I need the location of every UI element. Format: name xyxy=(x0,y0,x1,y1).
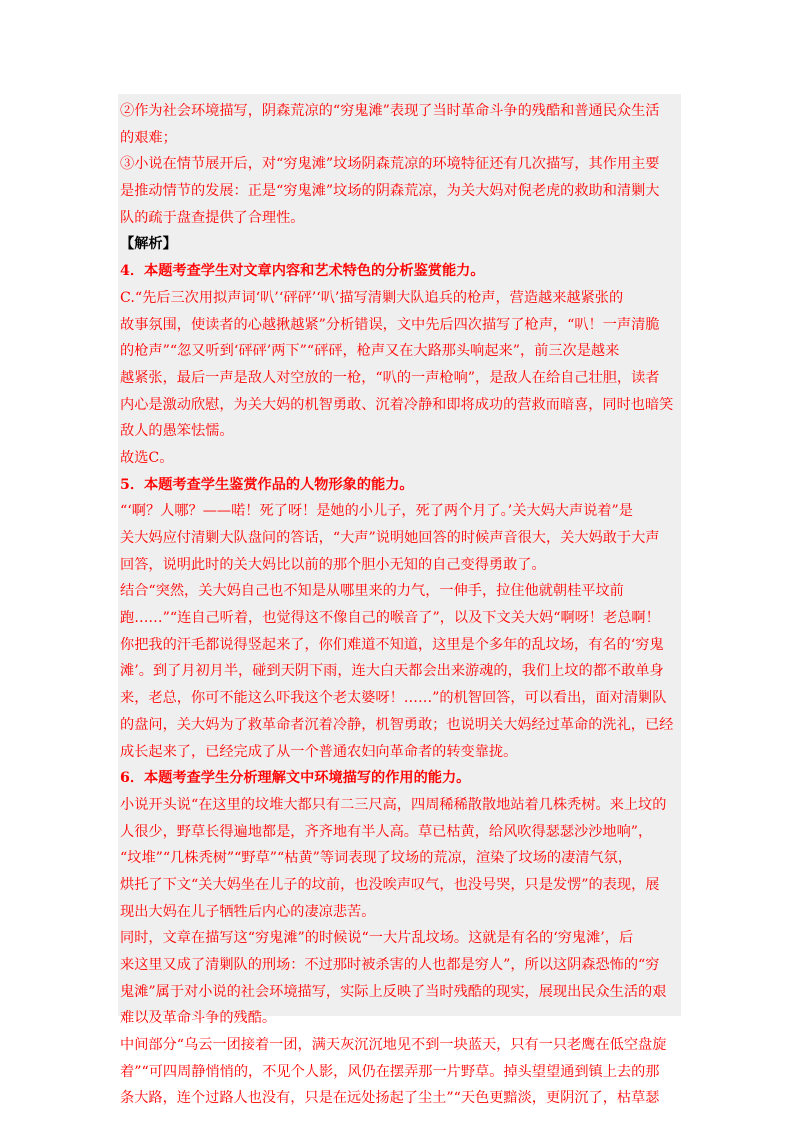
text-line: 的盘问，关大妈为了救革命者沉着冷静，机智勇敢；也说明关大妈经过革命的洗礼，已经 xyxy=(120,716,674,733)
answer-text-block xyxy=(118,94,681,1112)
text-line: 6．本题考查学生分析理解文中环境描写的作用的能力。 xyxy=(120,770,471,787)
text-line: 内心是激动欣慰，为关大妈的机智勇敢、沉着冷静和即将成功的营救而暗喜，同时也暗笑 xyxy=(120,396,674,413)
text-line: 回答，说明此时的关大妈比以前的那个胆小无知的自己变得勇敢了。 xyxy=(120,556,546,573)
text-line: 小说开头说“在这里的坟堆大都只有二三尺高，四周稀稀散散地站着几株秃树。来上坟的 xyxy=(120,796,667,813)
text-line: 烘托了下文“关大妈坐在儿子的坟前，也没唉声叹气，也没号哭，只是发愣”的表现，展 xyxy=(120,876,660,893)
text-line: 故事氛围，使读者的心越揪越紧”分析错误，文中先后四次描写了枪声，“叭！一声清脆 xyxy=(120,316,660,333)
text-line: 4．本题考查学生对文章内容和艺术特色的分析鉴赏能力。 xyxy=(120,263,485,280)
text-line: 难以及革命斗争的残酷。 xyxy=(120,1010,277,1027)
text-line: 跑……”“连自己听着，也觉得这不像自己的喉音了”，以及下文关大妈“啊呀！老总啊！ xyxy=(120,610,660,627)
text-line: 结合“突然，关大妈自己也不知是从哪里来的力气，一伸手，拉住他就朝桂平坟前 xyxy=(120,583,624,600)
text-line: “‘啊？人哪？——喏！死了呀！是她的小儿子，死了两个月了。’关大妈大声说着”是 xyxy=(120,503,633,520)
text-line: 的艰难； xyxy=(120,129,177,146)
text-line: 人很少，野草长得遍地都是，齐齐地有半人高。草已枯黄，给风吹得瑟瑟沙沙地响”， xyxy=(120,823,653,840)
text-line: 滩’。到了月初月半，碰到天阴下雨，连大白天都会出来游魂的，我们上坟的都不敢单身 xyxy=(120,663,664,680)
text-line: ③小说在情节展开后，对“穷鬼滩”坟场阴森荒凉的环境特征还有几次描写，其作用主要 xyxy=(120,156,660,173)
text-line: 来，老总，你可不能这么吓我这个老太婆呀！……”的机智回答，可以看出，面对清剿队 xyxy=(120,690,667,707)
text-line: 的枪声”“忽又听到‘砰砰’两下”“砰砰，枪声又在大路那头响起来”，前三次是越来 xyxy=(120,343,620,360)
text-line: C.“先后三次用拟声词‘叭’‘砰砰’‘叭’描写清剿大队追兵的枪声，营造越来越紧张的 xyxy=(120,289,624,306)
text-line: 条大路，连个过路人也没有，只是在远处扬起了尘土”“天色更黯淡，更阴沉了，枯草瑟 xyxy=(120,1090,660,1107)
text-line: 5．本题考查学生鉴赏作品的人物形象的能力。 xyxy=(120,476,414,493)
text-line: 越紧张，最后一声是敌人对空放的一枪，“叭的一声枪响”，是敌人在给自己壮胆，读者 xyxy=(120,369,660,386)
text-line: “坟堆”“几株秃树”“野草”“枯黄”等词表现了坟场的荒凉，渲染了坟场的凄清气氛， xyxy=(120,850,633,867)
document-page xyxy=(118,94,681,1107)
text-line: 【解析】 xyxy=(120,236,177,253)
text-line: 故选C。 xyxy=(120,449,174,466)
text-line: 你把我的汗毛都说得竖起来了，你们难道不知道，这里是个多年的乱坟场，有名的‘穷鬼 xyxy=(120,636,664,653)
text-line: 同时，文章在描写这“穷鬼滩”的时候说“一大片乱坟场。这就是有名的‘穷鬼滩’，后 xyxy=(120,930,634,947)
text-line: ②作为社会环境描写，阴森荒凉的“穷鬼滩”表现了当时革命斗争的残酷和普通民众生活 xyxy=(120,103,660,119)
text-line: 队的疏于盘查提供了合理性。 xyxy=(120,209,305,226)
text-line: 着”“可四周静悄悄的，不见个人影，风仍在摆弄那一片野草。掉头望望通到镇上去的那 xyxy=(120,1063,660,1080)
text-line: 成长起来了，已经完成了从一个普通农妇向革命者的转变靠拢。 xyxy=(120,743,518,760)
text-line: 关大妈应付清剿大队盘问的答话，“大声”说明她回答的时候声音很大，关大妈敢于大声 xyxy=(120,530,660,546)
text-line: 来这里又成了清剿队的刑场：不过那时被杀害的人也都是穷人”，所以这阴森恐怖的“穷 xyxy=(120,957,660,973)
text-line: 鬼滩”属于对小说的社会环境描写，实际上反映了当时残酷的现实，展现出民众生活的艰 xyxy=(120,983,667,1000)
text-line: 中间部分“乌云一团接着一团，满天灰沉沉地见不到一块蓝天，只有一只老鹰在低空盘旋 xyxy=(120,1037,667,1054)
text-line: 是推动情节的发展：正是“穷鬼滩”坟场的阴森荒凉，为关大妈对倪老虎的救助和清剿大 xyxy=(120,183,660,200)
text-line: 敌人的愚笨怯懦。 xyxy=(120,423,234,440)
text-line: 现出大妈在儿子牺牲后内心的凄凉悲苦。 xyxy=(120,903,376,920)
